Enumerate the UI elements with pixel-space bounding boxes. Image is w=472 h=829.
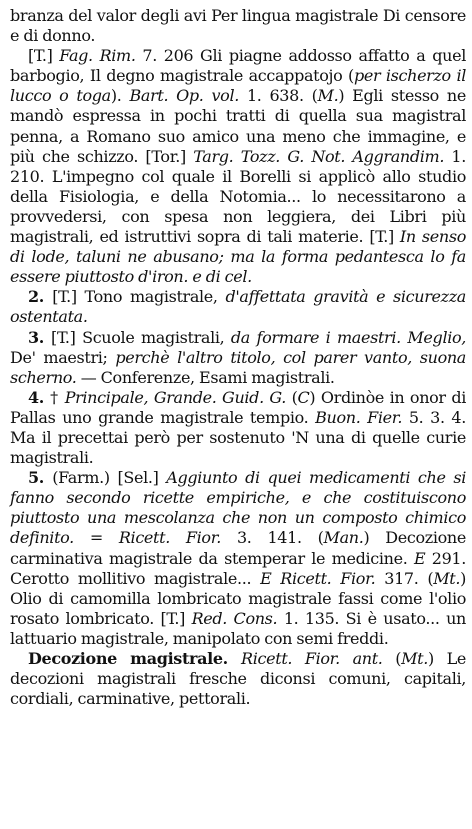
- text-run: branza del valor degli avi Per lingua magistrale Di censore e di donno.: [10, 6, 466, 46]
- sense-3: [10, 328, 466, 388]
- text-run: 4.: [28, 387, 51, 407]
- text-run: Principale, Grande. Guid. G.: [64, 387, 292, 407]
- text-run: 1. 210. L'impegno col quale il Borelli si applicò allo studio della Fisiologia, e della Notomia... lo necessitarono a provvedersi, con spesa non leggiera, dei Libri più magistrali, ed istruttivi sopra di tali materie. [T.]: [10, 146, 466, 247]
- text-run: 291. Cerotto mollitivo magistrale...: [10, 548, 466, 588]
- text-run: M.: [317, 86, 339, 106]
- text-run: 1. 638. (: [246, 86, 318, 106]
- text-run: 3. 141. (: [236, 528, 324, 548]
- text-run: d'affettata gravità e sicurezza ostentata.: [10, 287, 466, 327]
- text-run: †: [50, 387, 65, 407]
- text-run: E: [413, 548, 432, 568]
- text-run: Mt.: [433, 568, 461, 588]
- text-run: Man.: [323, 528, 364, 548]
- text-run: ) Olio di camomilla lombricato magistrale fassi come l'olio rosato lombricato. [T.]: [10, 568, 466, 628]
- text-run: Red. Cons.: [191, 608, 284, 628]
- sense-1-citations: [10, 46, 466, 287]
- text-run: (Farm.) [Sel.]: [52, 468, 167, 488]
- text-run: 7. 206 Gli piagne addosso affatto a quel barbogio, Il degno magistrale accappatojo (: [10, 46, 466, 86]
- text-run: — Conferenze, Esami magistrali.: [76, 367, 335, 387]
- sense-4: [10, 388, 466, 468]
- text-run: E Ricett. Fior.: [260, 568, 385, 588]
- text-run: Ricett. Fior.: [118, 528, 237, 548]
- text-run: De' maestri;: [10, 347, 116, 367]
- text-run: per ischerzo il lucco o toga: [10, 66, 466, 106]
- text-run: perchè l'altro titolo, col parer vanto, suona scherno.: [10, 347, 466, 387]
- text-run: [T.]: [28, 46, 60, 66]
- text-run: Targ. Tozz. G. Not. Aggrandim.: [193, 146, 452, 166]
- text-run: Mt.: [401, 649, 428, 668]
- text-run: da formare i maestri. Meglio,: [230, 327, 466, 347]
- text-run: Fag. Rim.: [59, 46, 143, 66]
- text-run: Ricett. Fior. ant.: [241, 649, 396, 668]
- text-run: ) Ordinòe in onor di Pallas uno grande magistrale tempio.: [10, 387, 466, 427]
- text-run: Bart. Op. vol.: [129, 86, 247, 106]
- text-run: ).: [110, 86, 130, 106]
- text-run: 5. 3. 4. Ma il precettai però per sostenuto 'N una di quelle curie magistrali.: [10, 407, 466, 468]
- text-run: ) Egli stesso ne mandò espressa in pochi tratti di quella sua magistral penna, a Romano suo amico una meno che immagine, e più che schizzo. [Tor.]: [10, 86, 466, 166]
- text-run: Decozione magistrale.: [28, 649, 242, 668]
- sense-2: [10, 287, 466, 327]
- text-run: [T.] Tono magistrale,: [52, 287, 226, 307]
- text-run: 5.: [28, 468, 53, 488]
- text-run: ) Le decozioni magistrali fresche diconsi comuni, capitali, cordiali, carminative, pettorali.: [10, 649, 466, 709]
- text-run: (: [395, 649, 402, 668]
- text-run: C: [297, 387, 310, 407]
- text-run: 3.: [28, 327, 52, 347]
- text-run: ) Decozione carminativa magistrale da stemperar le medicine.: [10, 528, 466, 568]
- sub-entry-decozione-magistrale: [10, 649, 466, 709]
- text-run: 317. (: [384, 568, 434, 588]
- sense-5-pharmacy: [10, 468, 466, 649]
- text-run: Buon. Fier.: [315, 407, 409, 427]
- text-run: (: [291, 387, 298, 407]
- text-run: 2.: [28, 287, 53, 307]
- text-run: Aggiunto di quei medicamenti che si fanno secondo ricette empiriche, e che costituiscono piuttosto una mescolanza che non un composto chimico definito.: [10, 468, 466, 548]
- entry-continuation: [10, 6, 466, 46]
- text-run: In senso di lode, taluni ne abusano; ma la forma pedantesca lo fa essere piuttosto d'iron. e di cel.: [10, 227, 466, 287]
- text-run: =: [89, 528, 119, 548]
- text-run: [T.] Scuole magistrali,: [51, 327, 231, 347]
- text-run: 1. 135. Si è usato... un lattuario magistrale, manipolato con semi freddi.: [10, 608, 466, 648]
